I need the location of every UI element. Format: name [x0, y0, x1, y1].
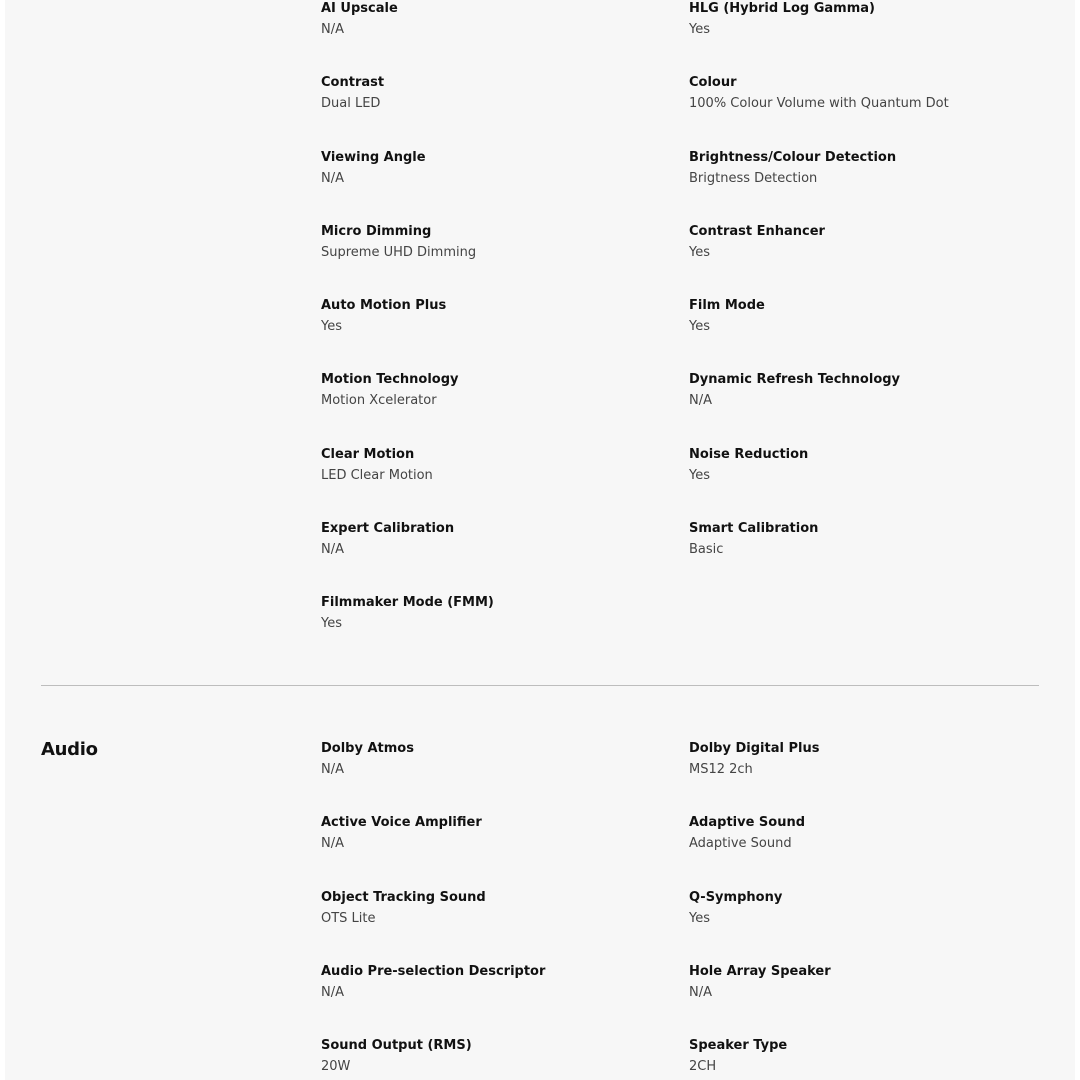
spec-label: Hole Array Speaker	[689, 963, 831, 979]
spec-value: Yes	[689, 22, 710, 37]
spec-label: Active Voice Amplifier	[321, 815, 482, 831]
spec-value: Basic	[689, 542, 724, 558]
spec-item-dolby-atmos	[321, 740, 689, 814]
spec-label: Audio Pre-selection Descriptor	[321, 963, 546, 979]
spec-value: N/A	[321, 22, 344, 37]
section-divider	[41, 685, 1039, 686]
spec-value: OTS Lite	[321, 910, 376, 926]
picture-spec-grid	[321, 0, 1041, 669]
spec-value: N/A	[689, 984, 712, 1000]
spec-value: Brigtness Detection	[689, 170, 818, 186]
spec-label: Dynamic Refresh Technology	[689, 372, 901, 388]
spec-item-clear-motion	[321, 446, 689, 520]
spec-value: MS12 2ch	[689, 762, 753, 777]
spec-label: Film Mode	[689, 298, 765, 314]
spec-label: Dolby Atmos	[321, 741, 414, 756]
spec-item-auto-motion-plus	[321, 297, 689, 371]
spec-item-audio-preselection-descriptor	[321, 963, 689, 1037]
spec-page	[5, 0, 1075, 1080]
spec-label: Filmmaker Mode (FMM)	[321, 595, 494, 611]
spec-label: Object Tracking Sound	[321, 889, 486, 905]
spec-value: N/A	[321, 984, 344, 1000]
spec-item-adaptive-sound	[689, 814, 1041, 888]
spec-label: Contrast Enhancer	[689, 223, 825, 239]
spec-label: Contrast	[321, 75, 385, 91]
spec-item-object-tracking-sound	[321, 889, 689, 963]
spec-value: Yes	[689, 467, 710, 483]
spec-item-hlg	[689, 0, 1041, 74]
audio-spec-grid	[321, 740, 1041, 1080]
spec-label: Speaker Type	[689, 1038, 788, 1054]
spec-item-motion-technology	[321, 371, 689, 445]
spec-item-sound-output-rms	[321, 1037, 689, 1080]
spec-item-contrast-enhancer	[689, 223, 1041, 297]
spec-value: N/A	[321, 170, 344, 186]
spec-item-viewing-angle	[321, 149, 689, 223]
spec-value: 2CH	[689, 1059, 717, 1075]
spec-label: Q-Symphony	[689, 889, 783, 905]
spec-value: LED Clear Motion	[321, 467, 433, 483]
spec-item-colour	[689, 74, 1041, 148]
section-title-audio: Audio	[41, 739, 98, 760]
spec-item-noise-reduction	[689, 446, 1041, 520]
spec-label: Clear Motion	[321, 446, 415, 462]
spec-item-smart-calibration	[689, 520, 1041, 594]
spec-value: N/A	[321, 762, 344, 777]
spec-item-q-symphony	[689, 889, 1041, 963]
spec-label: Dolby Digital Plus	[689, 741, 820, 756]
spec-value: Supreme UHD Dimming	[321, 244, 477, 260]
spec-value: Yes	[321, 319, 342, 335]
spec-item-brightness-colour-detection	[689, 149, 1041, 223]
spec-item-film-mode	[689, 297, 1041, 371]
spec-item-ai-upscale	[321, 0, 689, 74]
spec-item-dynamic-refresh-technology	[689, 371, 1041, 445]
spec-value: Adaptive Sound	[689, 836, 792, 852]
spec-label: HLG (Hybrid Log Gamma)	[689, 1, 875, 16]
spec-label: Expert Calibration	[321, 521, 455, 537]
spec-item-speaker-type	[689, 1037, 1041, 1080]
spec-item-expert-calibration	[321, 520, 689, 594]
spec-label: Smart Calibration	[689, 521, 819, 537]
spec-value: Yes	[689, 319, 710, 335]
spec-value: 100% Colour Volume with Quantum Dot	[689, 96, 949, 112]
spec-label: Noise Reduction	[689, 446, 809, 462]
spec-value: Yes	[321, 616, 342, 632]
spec-label: Sound Output (RMS)	[321, 1038, 472, 1054]
spec-label: AI Upscale	[321, 1, 398, 16]
spec-value: Motion Xcelerator	[321, 393, 437, 409]
spec-value: N/A	[689, 393, 712, 409]
spec-label: Viewing Angle	[321, 149, 426, 165]
spec-label: Auto Motion Plus	[321, 298, 447, 314]
spec-item-micro-dimming	[321, 223, 689, 297]
spec-label: Colour	[689, 75, 737, 91]
spec-label: Adaptive Sound	[689, 815, 806, 831]
spec-label: Micro Dimming	[321, 223, 432, 239]
spec-value: N/A	[321, 836, 344, 852]
spec-item-active-voice-amplifier	[321, 814, 689, 888]
spec-item-filmmaker-mode	[321, 594, 689, 668]
spec-label: Brightness/Colour Detection	[689, 149, 897, 165]
spec-label: Motion Technology	[321, 372, 459, 388]
spec-value: N/A	[321, 542, 344, 558]
spec-item-contrast	[321, 74, 689, 148]
spec-item-dolby-digital-plus	[689, 740, 1041, 814]
spec-value: Yes	[689, 910, 710, 926]
spec-value: 20W	[321, 1059, 351, 1075]
spec-item-hole-array-speaker	[689, 963, 1041, 1037]
spec-value: Yes	[689, 244, 710, 260]
spec-value: Dual LED	[321, 96, 381, 112]
